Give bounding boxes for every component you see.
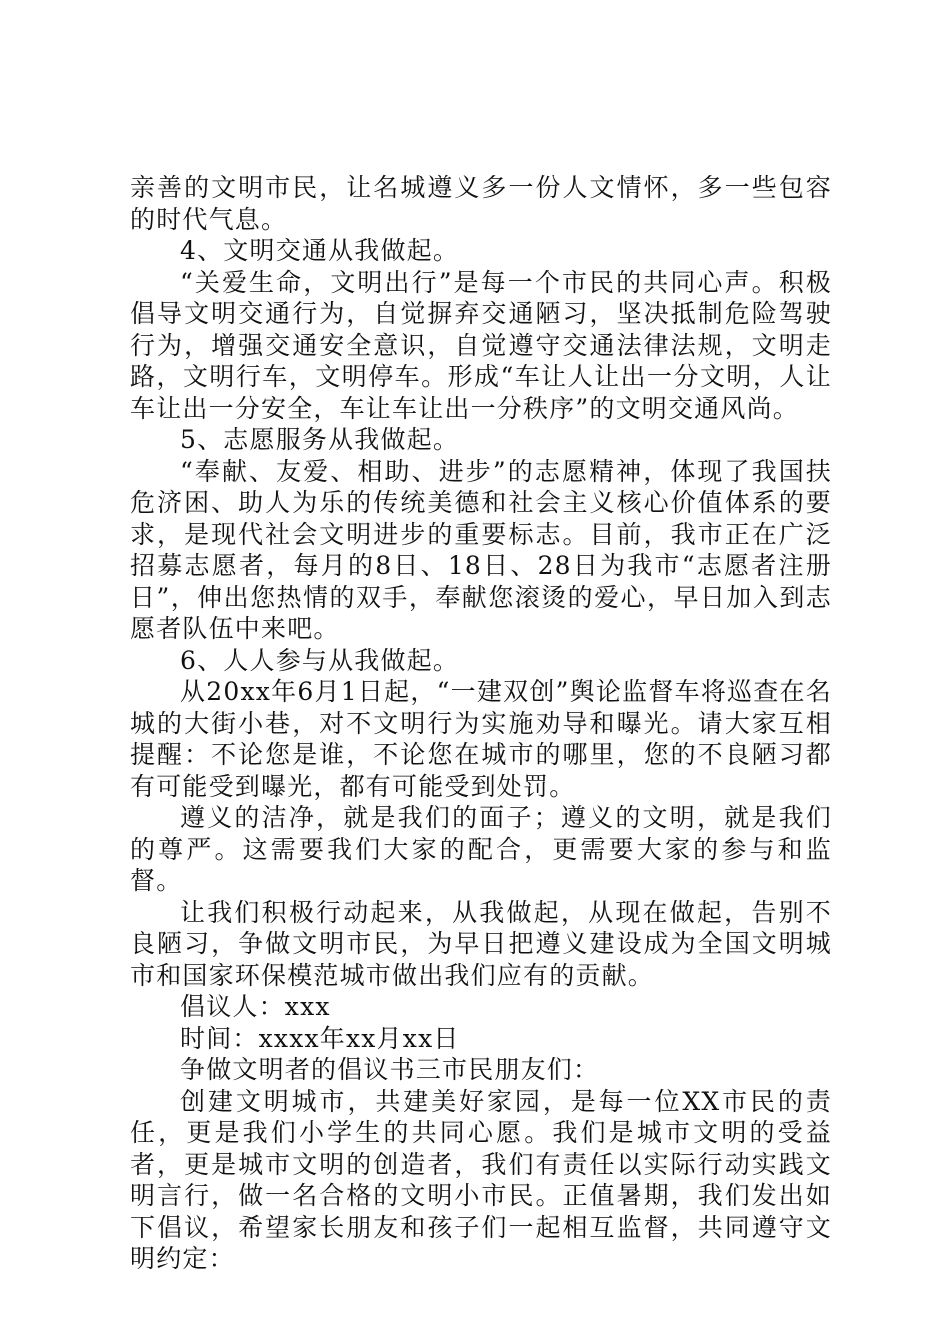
paragraph-proposal-intro: 创建文明城市，共建美好家园，是每一位XX市民的责任，更是我们小学生的共同心愿。我们是城市文明的受益者，更是城市文明的创造者，我们有责任以实际行动实践文明言行，做一名合格的文明小市民。正值暑期，我们发出如下倡议，希望家长朋友和孩子们一起相互监督，共同遵守文明约定： bbox=[130, 1086, 832, 1273]
heading-volunteer: 5、志愿服务从我做起。 bbox=[180, 425, 460, 454]
paragraph-traffic: “关爱生命，文明出行”是每一个市民的共同心声。积极倡导文明交通行为，自觉摒弃交通陋习，坚决抵制危险驾驶行为，增强交通安全意识，自觉遵守交通法律法规，文明走路，文明行车，文明停车。形成“车让人让出一分文明，人让车让出一分安全，车让车让出一分秩序”的文明交通风尚。 bbox=[130, 267, 832, 423]
section-title-proposal-three: 争做文明者的倡议书三市民朋友们： bbox=[180, 1055, 600, 1084]
heading-traffic: 4、文明交通从我做起。 bbox=[180, 236, 460, 265]
paragraph-participation: 从20xx年6月1日起，“一建双创”舆论监督车将巡查在名城的大街小巷，对不文明行为实施劝导和曝光。请大家互相提醒：不论您是谁，不论您在城市的哪里，您的不良陋习都有可能受到曝光，都有可能受到处罚。 bbox=[130, 677, 832, 801]
paragraph-volunteer: “奉献、友爱、相助、进步”的志愿精神，体现了我国扶危济困、助人为乐的传统美德和社会主义核心价值体系的要求，是现代社会文明进步的重要标志。目前，我市正在广泛招募志愿者，每月的8日、18日、28日为我市“志愿者注册日”，伸出您热情的双手，奉献您滚烫的爱心，早日加入到志愿者队伍中来吧。 bbox=[130, 456, 832, 643]
signature-date: 时间：xxxx年xx月xx日 bbox=[180, 1023, 460, 1053]
paragraph-call-to-action: 让我们积极行动起来，从我做起，从现在做起，告别不良陋习，争做文明市民，为早日把遵义建设成为全国文明城市和国家环保模范城市做出我们应有的贡献。 bbox=[130, 897, 832, 990]
paragraph-continuation: 亲善的文明市民，让名城遵义多一份人文情怀，多一些包容的时代气息。 bbox=[130, 173, 832, 234]
signature-initiator: 倡议人：xxx bbox=[180, 992, 331, 1021]
paragraph-dignity: 遵义的洁净，就是我们的面子；遵义的文明，就是我们的尊严。这需要我们大家的配合，更需要大家的参与和监督。 bbox=[130, 803, 832, 895]
document-body bbox=[130, 172, 832, 1275]
heading-participation: 6、人人参与从我做起。 bbox=[180, 645, 460, 675]
